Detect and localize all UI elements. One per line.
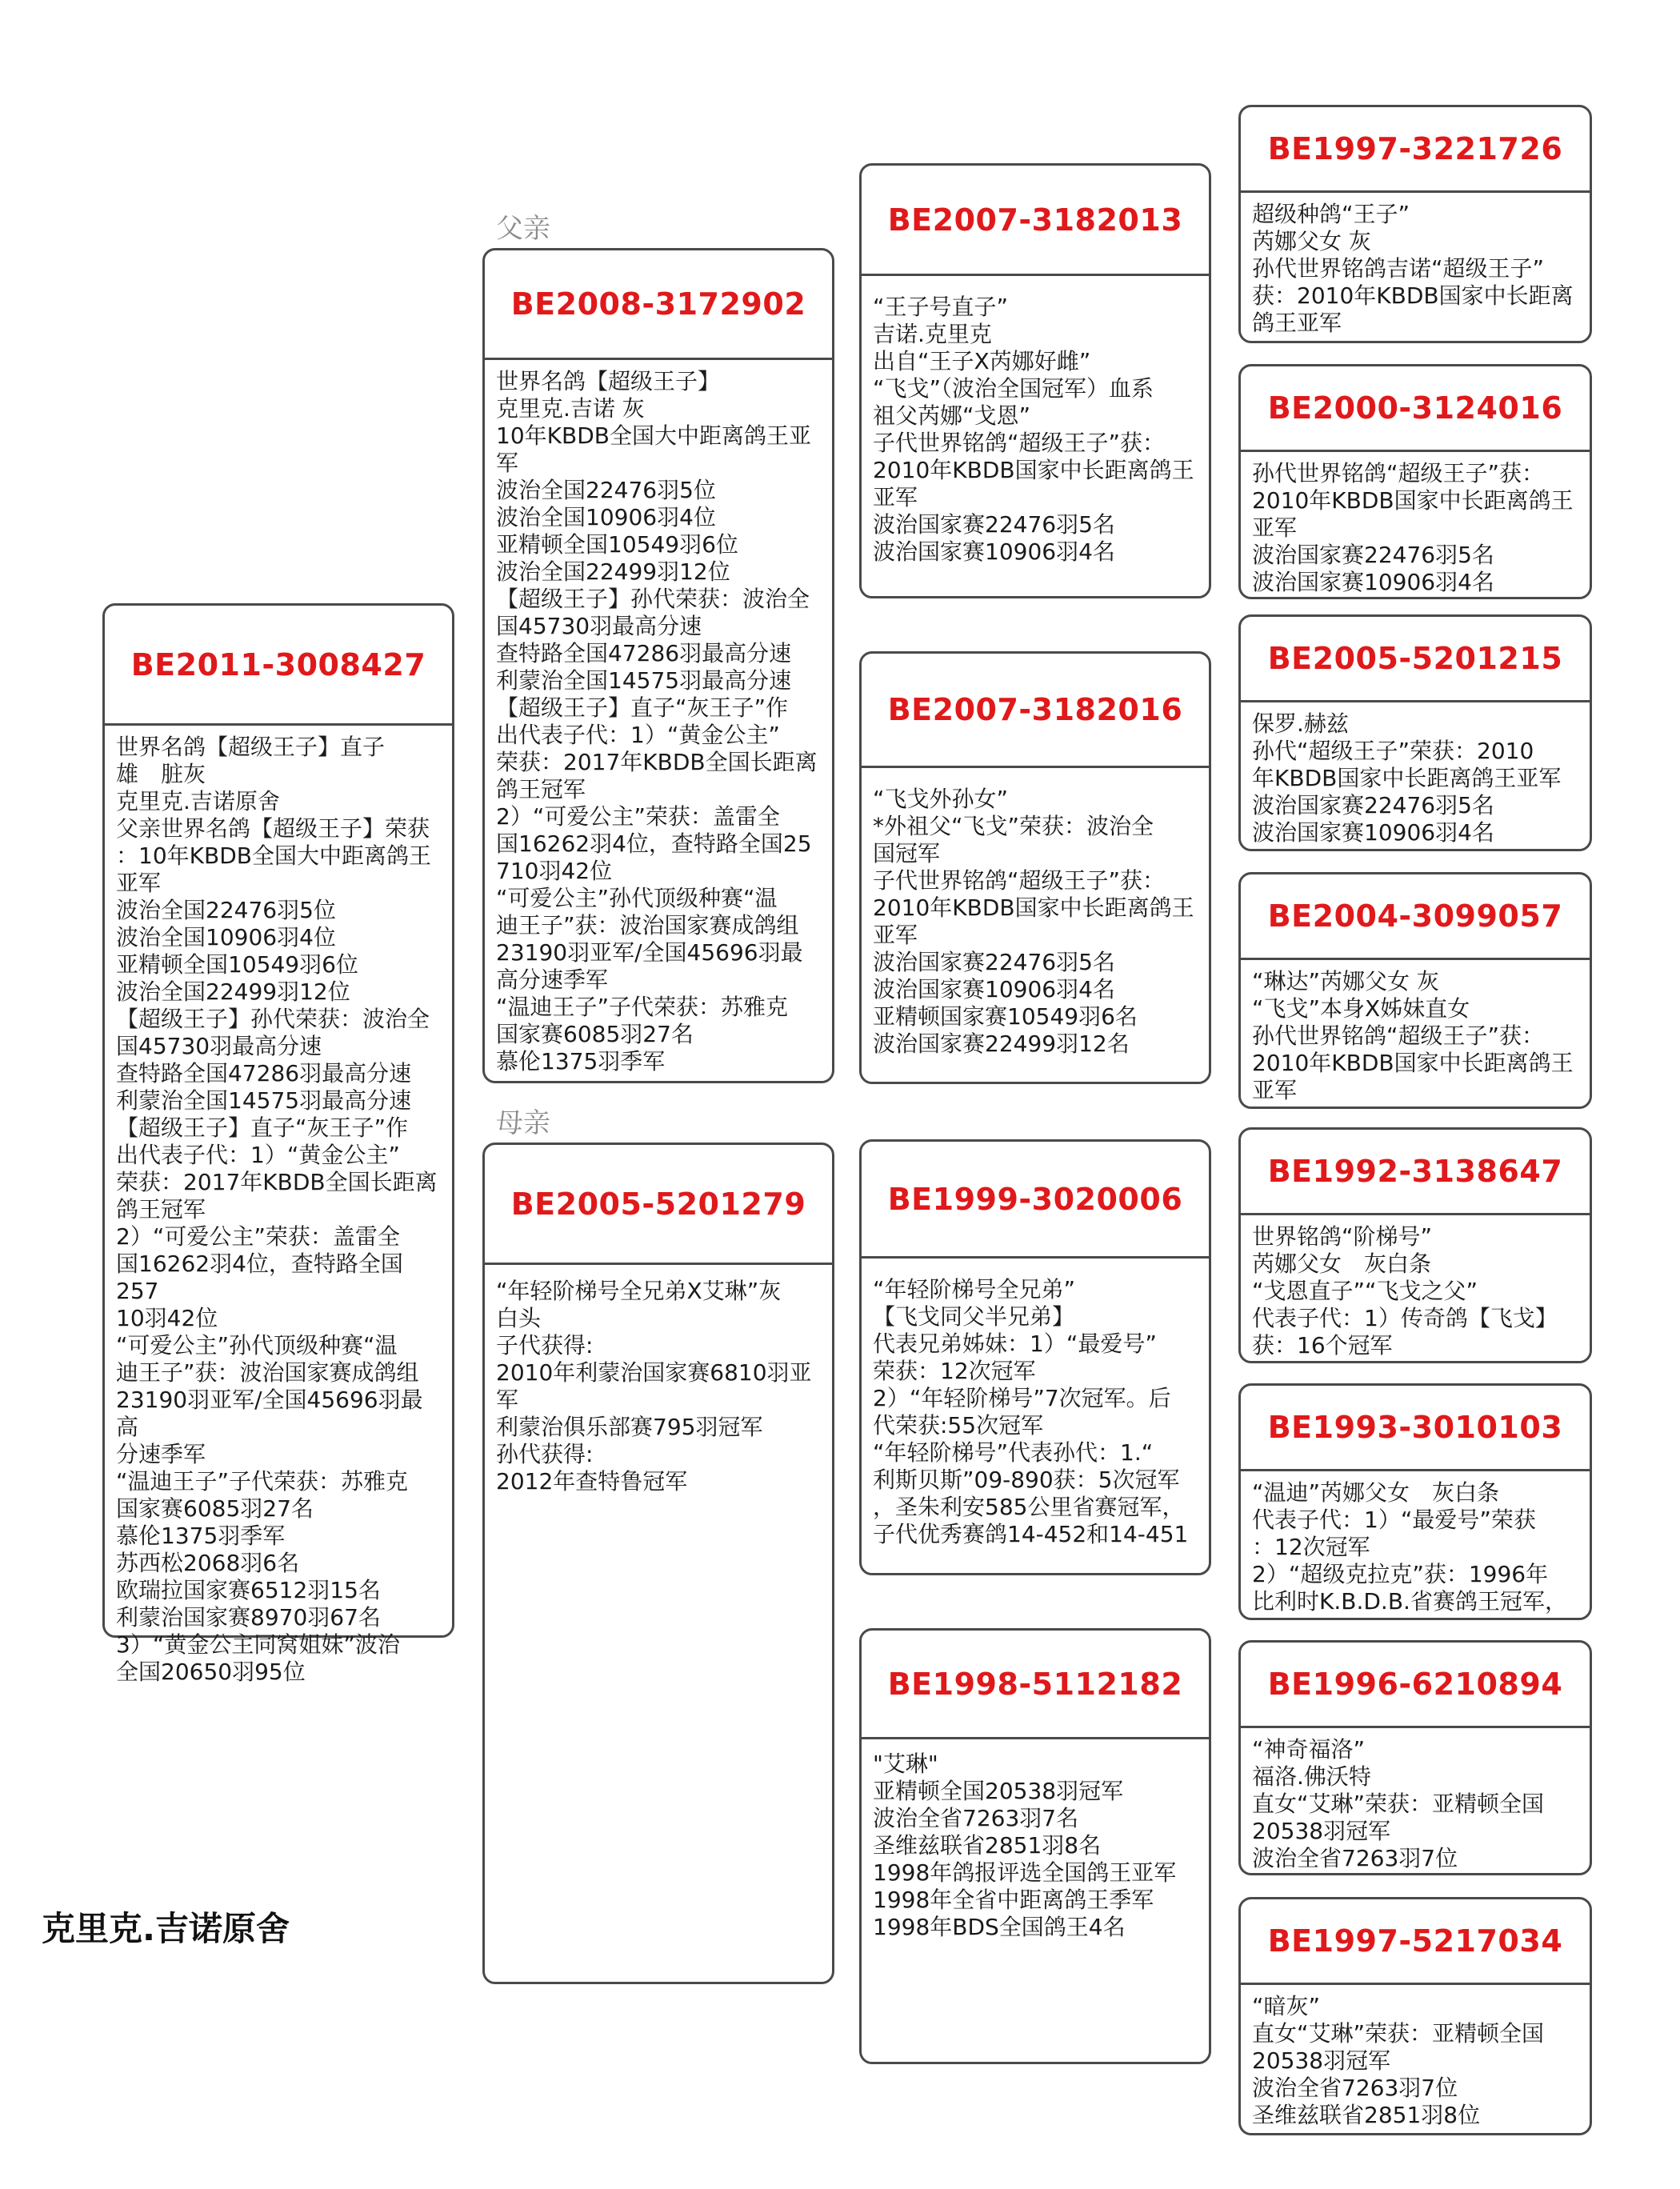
pigeon-description: 世界名鸽【超级王子】直子 雄 脏灰 克里克.吉诺原舍 父亲世界名鸽【超级王子】荣获 ：10年KBDB全国大中距离鸽王 亚军 波治全国22476羽5位 波治全国10906羽4位 亚精顿全国10549羽6位 波治全国22499羽12位 【超级王子】孙代荣获：波治全 国45730羽最高分速 查特路全国47286羽最高分速 利蒙治全国14575羽最高分速 【超级王子】直子“灰王子”作 出代表子代：1）“黄金公主” 荣获：2017年KBDB全国长距离 鸽王冠军 2）“可爱公主”荣获：盖雷全 国16262羽4位，查特路全国257 10羽42位 “可爱公主”孙代顶级种赛“温 迪王子”获：波治国家赛成鸽组 23190羽亚军/全国45696羽最高 分速季军 “温迪王子”子代荣获：苏雅克 国家赛6085羽27名 慕伦1375羽季军 苏西松2068羽6名 欧瑞拉国家赛6512羽15名 利蒙治国家赛8970羽67名 3）“黄金公主同窝姐妹”波治 全国20650羽95位 — [116, 734, 438, 1685]
pigeon-card-dss — [1238, 1127, 1592, 1363]
pigeon-card-subject — [102, 603, 454, 1685]
pigeon-card-dam-dam — [859, 1628, 1211, 2064]
card-header — [485, 250, 832, 360]
pigeon-description: “年轻阶梯号全兄弟X艾琳”灰 白头 子代获得: 2010年利蒙治国家赛6810羽亚 军 利蒙治俱乐部赛795羽冠军 孙代获得: 2012年查特鲁冠军 — [496, 1278, 812, 1495]
card-header — [1241, 1643, 1590, 1728]
pigeon-card-sds — [1238, 614, 1592, 851]
pigeon-description: “暗灰” 直女“艾琳”荣获：亚精顿全国 20538羽冠军 波治全省7263羽7位 圣维兹联省2851羽8位 — [1252, 1993, 1545, 2128]
pigeon-card-dam-sire — [859, 1139, 1211, 1575]
pigeon-description: “王子号直子” 吉诺.克里克 出自“王子X芮娜好雌” “飞戈”（波治全国冠军）血系 祖父芮娜“戈恩” 子代世界铭鸽“超级王子”获： 2010年KBDB国家中长距离鸽王 亚军 波治国家赛22476羽5名 波治国家赛10906羽4名 — [873, 294, 1194, 565]
pigeon-ring-number: BE2008-3172902 — [510, 286, 806, 322]
pigeon-ring-number: BE1999-3020006 — [887, 1181, 1183, 1217]
pigeon-card-sire-dam — [859, 651, 1211, 1084]
pigeon-description: “琳达”芮娜父女 灰 “飞戈”本身X姊妹直女 孙代世界铭鸽“超级王子”获： 2010年KBDB国家中长距离鸽王 亚军 — [1252, 968, 1574, 1103]
card-header — [485, 1145, 832, 1265]
pigeon-ring-number: BE1992-3138647 — [1267, 1154, 1563, 1189]
card-header — [1241, 107, 1590, 193]
pigeon-description: “神奇福洛” 福洛.佛沃特 直女“艾琳”荣获：亚精顿全国 20538羽冠军 波治全省7263羽7位 — [1252, 1736, 1545, 1871]
pigeon-card-ssd — [1238, 364, 1592, 599]
card-header — [862, 166, 1209, 276]
pigeon-ring-number: BE1997-3221726 — [1267, 131, 1563, 166]
pigeon-card-dds — [1238, 1640, 1592, 1875]
card-header — [1241, 1899, 1590, 1985]
pigeon-card-sire — [482, 248, 834, 1083]
pigeon-ring-number: BE2011-3008427 — [130, 646, 426, 682]
pigeon-ring-number: BE1993-3010103 — [1267, 1410, 1563, 1445]
pigeon-card-sss — [1238, 105, 1592, 343]
card-header — [1241, 1386, 1590, 1471]
pigeon-ring-number: BE2005-5201279 — [510, 1186, 806, 1222]
pigeon-card-ddd — [1238, 1897, 1592, 2135]
pigeon-ring-number: BE1998-5112182 — [887, 1666, 1183, 1702]
card-header — [862, 1142, 1209, 1259]
pigeon-ring-number: BE2004-3099057 — [1267, 898, 1563, 934]
mother-label: 母亲 — [496, 1107, 550, 1139]
pigeon-card-sdd — [1238, 872, 1592, 1109]
loft-owner-name: 克里克.吉诺原舍 — [42, 1909, 290, 1948]
pigeon-card-dsd — [1238, 1383, 1592, 1620]
pigeon-description: “年轻阶梯号全兄弟” 【飞戈同父半兄弟】 代表兄弟姊妹：1）“最爱号” 荣获：12次冠军 2）“年轻阶梯号”7次冠军。后 代荣获:55次冠军 “年轻阶梯号”代表孙代：1.“ 利斯贝斯”09-890获：5次冠军 ，圣朱利安585公里省赛冠军， 子代优秀赛鸽14-452和14-451 — [873, 1276, 1189, 1547]
pigeon-description: 世界名鸽【超级王子】 克里克.吉诺 灰 10年KBDB全国大中距离鸽王亚 军 波治全国22476羽5位 波治全国10906羽4位 亚精顿全国10549羽6位 波治全国22499羽12位 【超级王子】孙代荣获：波治全 国45730羽最高分速 查特路全国47286羽最高分速 利蒙治全国14575羽最高分速 【超级王子】直子“灰王子”作 出代表子代：1）“黄金公主” 荣获：2017年KBDB全国长距离 鸽王冠军 2）“可爱公主”荣获：盖雷全 国16262羽4位，查特路全国25 710羽42位 “可爱公主”孙代顶级种赛“温 迪王子”获：波治国家赛成鸽组 23190羽亚军/全国45696羽最 高分速季军 “温迪王子”子代荣获：苏雅克 国家赛6085羽27名 慕伦1375羽季军 — [496, 368, 818, 1074]
pigeon-description: “飞戈外孙女” *外祖父“飞戈”荣获：波治全 国冠军 子代世界铭鸽“超级王子”获： 2010年KBDB国家中长距离鸽王 亚军 波治国家赛22476羽5名 波治国家赛10906羽4名 亚精顿国家赛10549羽6名 波治国家赛22499羽12名 — [873, 786, 1194, 1057]
card-header — [1241, 1130, 1590, 1215]
card-header — [105, 606, 452, 726]
pigeon-ring-number: BE2005-5201215 — [1267, 641, 1563, 676]
card-header — [1241, 617, 1590, 702]
card-header — [1241, 366, 1590, 452]
pigeon-card-sire-sire — [859, 163, 1211, 598]
pigeon-description: 世界铭鸽“阶梯号” 芮娜父女 灰白条 “戈恩直子”“飞戈之父” 代表子代：1）传奇鸽【飞戈】 获：16个冠军 — [1252, 1223, 1558, 1359]
pigeon-ring-number: BE2007-3182013 — [887, 202, 1183, 238]
pigeon-ring-number: BE2007-3182016 — [887, 692, 1183, 727]
father-label: 父亲 — [496, 213, 550, 245]
pigeon-description: “温迪”芮娜父女 灰白条 代表子代：1）“最爱号”荣获 ：12次冠军 2）“超级克拉克”获：1996年 比利时K.B.D.B.省赛鸽王冠军， — [1252, 1479, 1567, 1615]
pigeon-description: 超级种鸽“王子” 芮娜父女 灰 孙代世界铭鸽吉诺“超级王子” 获：2010年KBDB国家中长距离 鸽王亚军 — [1252, 201, 1574, 336]
card-header — [862, 1631, 1209, 1739]
pigeon-ring-number: BE1996-6210894 — [1267, 1667, 1563, 1702]
card-header — [1241, 874, 1590, 960]
pigeon-card-dam — [482, 1143, 834, 1984]
pigeon-description: "艾琳" 亚精顿全国20538羽冠军 波治全省7263羽7名 圣维兹联省2851羽8名 1998年鸽报评选全国鸽王亚军 1998年全省中距离鸽王季军 1998年BDS全国鸽王4名 — [873, 1751, 1177, 1940]
pigeon-description: 孙代世界铭鸽“超级王子”获： 2010年KBDB国家中长距离鸽王 亚军 波治国家赛22476羽5名 波治国家赛10906羽4名 — [1252, 460, 1574, 595]
pigeon-ring-number: BE2000-3124016 — [1267, 390, 1563, 426]
card-header — [862, 654, 1209, 768]
pigeon-description: 保罗.赫兹 孙代“超级王子”荣获：2010 年KBDB国家中长距离鸽王亚军 波治国家赛22476羽5名 波治国家赛10906羽4名 — [1252, 710, 1562, 846]
pigeon-ring-number: BE1997-5217034 — [1267, 1923, 1563, 1959]
